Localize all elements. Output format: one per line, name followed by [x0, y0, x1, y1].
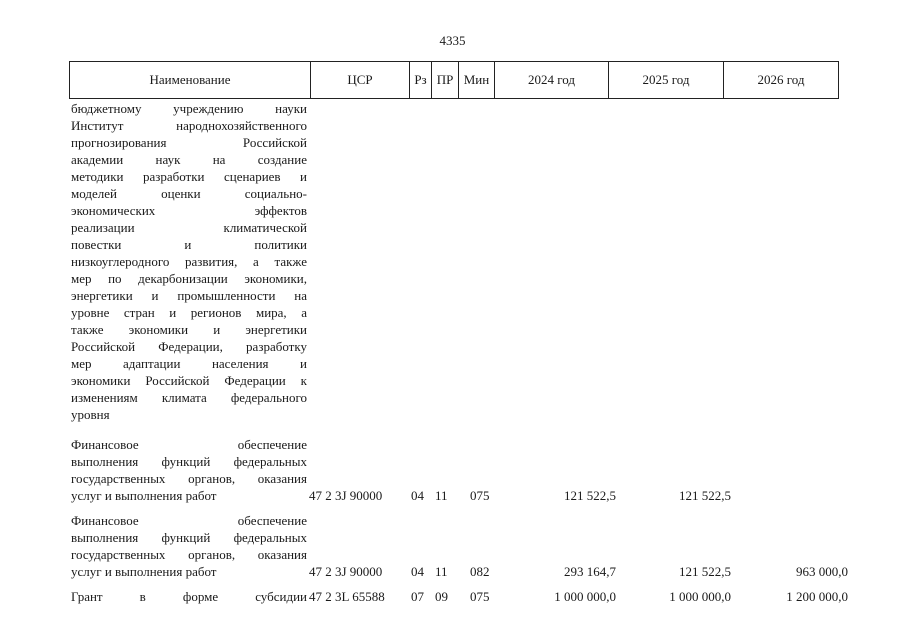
row-name-line: выполнения функций федеральных: [71, 530, 307, 545]
row-min: 075: [470, 488, 490, 503]
row-2026: 963 000,0: [796, 564, 848, 579]
row-csr: 47 2 3L 65588: [309, 589, 385, 604]
row-name-line: мер по декарбонизации экономики,: [71, 271, 307, 286]
row-name-line: также экономики и энергетики: [71, 322, 307, 337]
row-name: [71, 436, 307, 504]
row-pr: 11: [435, 488, 448, 503]
row-name-line: моделей оценки социально-: [71, 186, 307, 201]
row-2025: 121 522,5: [679, 488, 731, 503]
row-csr: 47 2 3J 90000: [309, 564, 383, 579]
row-name-line: уровня: [71, 407, 110, 422]
row-name-line: Финансовое обеспечение: [71, 437, 307, 452]
row-name-line: Финансовое обеспечение: [71, 513, 307, 528]
row-name-line: мер адаптации населения и: [71, 356, 307, 371]
page-number: 4335: [439, 33, 466, 48]
row-name-line: выполнения функций федеральных: [71, 454, 307, 469]
header-pr: ПР: [432, 62, 459, 99]
header-2024: 2024 год: [495, 62, 609, 99]
row-name-line: экономических эффектов: [71, 203, 307, 218]
row-2025: 121 522,5: [679, 564, 731, 579]
row-name-line: энергетики и промышленности на: [71, 288, 307, 303]
row-2026: 1 200 000,0: [786, 589, 848, 604]
header-min: Мин: [459, 62, 495, 99]
row-name-line: методики разработки сценариев и: [71, 169, 307, 184]
row-name-line: академии наук на создание: [71, 152, 307, 167]
row-min: 075: [470, 589, 490, 604]
row-rz: 04: [411, 488, 424, 503]
row-name: [71, 588, 307, 605]
row-name-line: экономики Российской Федерации к: [71, 373, 307, 388]
row-name-line: прогнозирования Российской: [71, 135, 307, 150]
table-header: [69, 61, 839, 99]
row-name-line: услуг и выполнения работ: [71, 488, 217, 503]
row-name-line: низкоуглеродного развития, а также: [71, 254, 307, 269]
row-name-line: реализации климатической: [71, 220, 307, 235]
header-2026: 2026 год: [724, 62, 839, 99]
header-name: Наименование: [70, 62, 311, 99]
row-min: 082: [470, 564, 490, 579]
row-csr: 47 2 3J 90000: [309, 488, 383, 503]
row-name-line: государственных органов, оказания: [71, 547, 307, 562]
row-2024: 121 522,5: [564, 488, 616, 503]
row-name-line: уровне стран и регионов мира, а: [71, 305, 307, 320]
row-name-line: изменениям климата федерального: [71, 390, 307, 405]
row-name-line: Российской Федерации, разработку: [71, 339, 307, 354]
row-name-line: Грант в форме субсидии: [71, 589, 307, 604]
row-name-line: бюджетному учреждению науки: [71, 101, 307, 116]
row-pr: 11: [435, 564, 448, 579]
header-rz: Рз: [410, 62, 432, 99]
row-name-line: повестки и политики: [71, 237, 307, 252]
row-name-line: услуг и выполнения работ: [71, 564, 217, 579]
header-2025: 2025 год: [609, 62, 724, 99]
row-name-line: Институт народнохозяйственного: [71, 118, 307, 133]
header-csr: ЦСР: [311, 62, 410, 99]
row-name-line: государственных органов, оказания: [71, 471, 307, 486]
row-name: [71, 512, 307, 580]
row-rz: 07: [411, 589, 424, 604]
row-2024: 293 164,7: [564, 564, 616, 579]
row-rz: 04: [411, 564, 424, 579]
row-2024: 1 000 000,0: [554, 589, 616, 604]
row-name: [71, 100, 307, 423]
row-2025: 1 000 000,0: [669, 589, 731, 604]
row-pr: 09: [435, 589, 448, 604]
